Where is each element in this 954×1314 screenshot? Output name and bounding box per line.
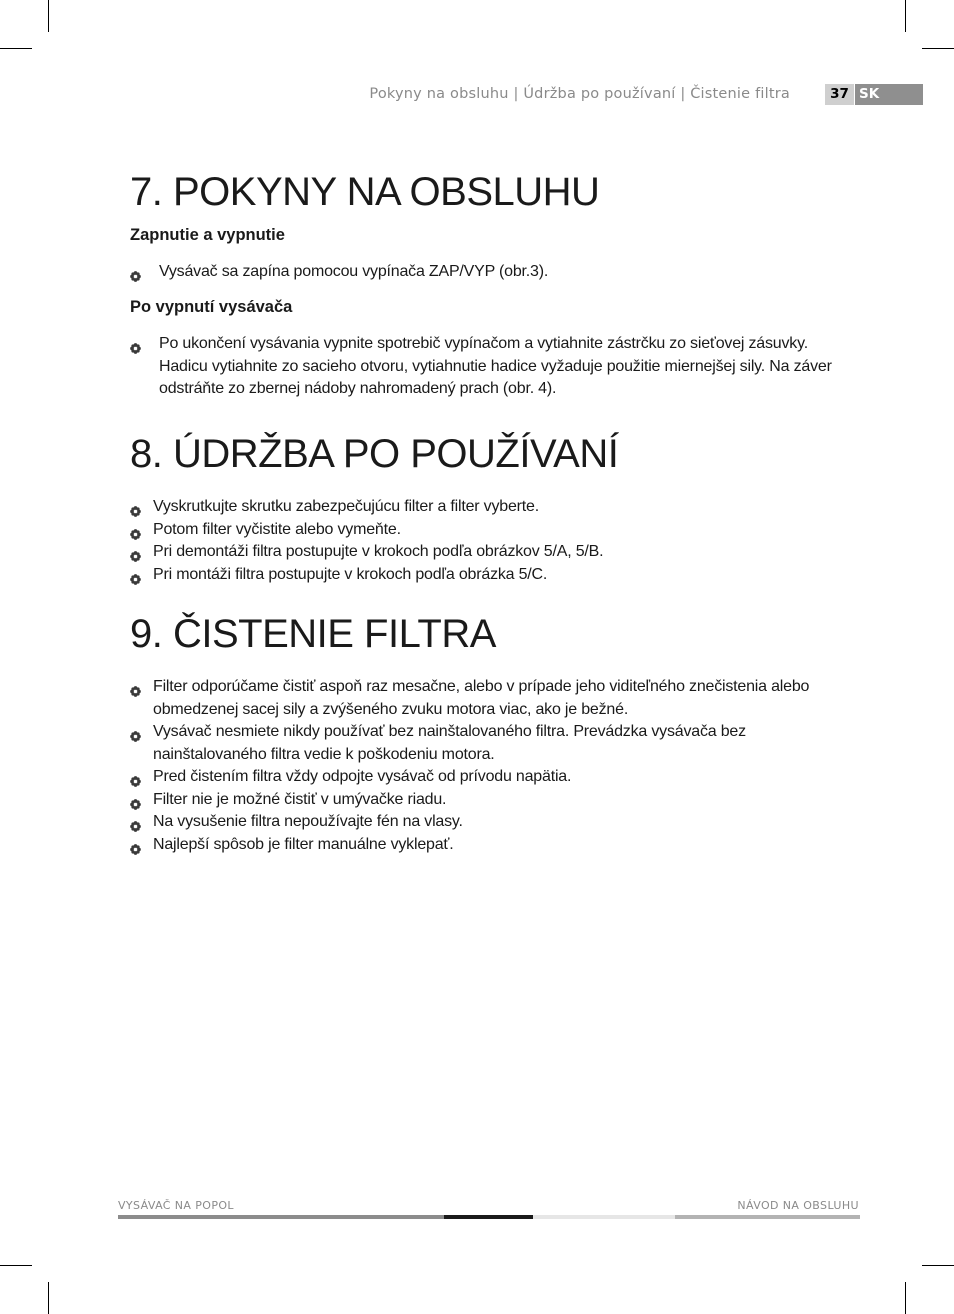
flower-bullet-icon (130, 795, 141, 806)
crop-mark (905, 1282, 906, 1314)
page-number: 37 (825, 84, 854, 105)
footer-product-name: VYSÁVAČ NA POPOL (118, 1199, 234, 1212)
footer-bar-segment (675, 1215, 860, 1219)
list-item: Filter nie je možné čistiť v umývačke riadu. (130, 789, 850, 812)
bullet-list (130, 333, 850, 401)
flower-bullet-icon (130, 502, 141, 513)
flower-bullet-icon (130, 525, 141, 536)
crop-mark (922, 48, 954, 49)
footer-bar-segment (533, 1215, 675, 1219)
list-item: Filter odporúčame čistiť aspoň raz mesačne, alebo v prípade jeho viditeľného znečistenia alebo obmedzenej sacej sily a zvýšeného zvuku motora viac, ako je bežné. (130, 676, 850, 721)
list-item: Najlepší spôsob je filter manuálne vyklepať. (130, 834, 850, 857)
crop-mark (0, 48, 32, 49)
crop-mark (0, 1265, 32, 1266)
flower-bullet-icon (130, 727, 141, 738)
flower-bullet-icon (130, 772, 141, 783)
flower-bullet-icon (130, 570, 141, 581)
list-item: Potom filter vyčistite alebo vymeňte. (130, 519, 850, 542)
footer-bar-segment (444, 1215, 533, 1219)
section-title-7: 7. POKYNY NA OBSLUHU (130, 170, 600, 214)
list-item: Pri demontáži filtra postupujte v krokoch podľa obrázkov 5/A, 5/B. (130, 541, 850, 564)
flower-bullet-icon (130, 682, 141, 693)
bullet-list (130, 496, 850, 586)
flower-bullet-icon (130, 339, 141, 350)
crop-mark (48, 1282, 49, 1314)
flower-bullet-icon (130, 267, 141, 278)
header-breadcrumb: Pokyny na obsluhu | Údržba po používaní | Čistenie filtra (369, 86, 790, 102)
list-item: Pri montáži filtra postupujte v krokoch podľa obrázka 5/C. (130, 564, 850, 587)
footer-doc-name: NÁVOD NA OBSLUHU (737, 1199, 859, 1212)
list-item: Vysávač sa zapína pomocou vypínača ZAP/VYP (obr.3). (130, 261, 850, 284)
bullet-list (130, 676, 850, 856)
crop-mark (905, 0, 906, 32)
list-item: Vyskrutkujte skrutku zabezpečujúcu filter a filter vyberte. (130, 496, 850, 519)
flower-bullet-icon (130, 840, 141, 851)
list-item: Na vysušenie filtra nepoužívajte fén na vlasy. (130, 811, 850, 834)
subsection-heading: Po vypnutí vysávača (130, 298, 293, 316)
crop-mark (922, 1265, 954, 1266)
language-tab: SK (855, 84, 923, 105)
footer-bar-segment (118, 1215, 444, 1219)
crop-mark (48, 0, 49, 32)
flower-bullet-icon (130, 547, 141, 558)
flower-bullet-icon (130, 817, 141, 828)
list-item: Po ukončení vysávania vypnite spotrebič vypínačom a vytiahnite zástrčku zo sieťovej zásuvky. Hadicu vytiahnite zo sacieho otvoru, vytiahnutie hadice vyžaduje použitie miernejšej sily. Na záver odstráňte zo zbernej nádoby nahromadený prach (obr. 4). (130, 333, 850, 401)
subsection-heading: Zapnutie a vypnutie (130, 226, 285, 244)
bullet-list (130, 261, 850, 284)
section-title-9: 9. ČISTENIE FILTRA (130, 612, 496, 656)
section-title-8: 8. ÚDRŽBA PO POUŽÍVANÍ (130, 432, 619, 476)
list-item: Pred čistením filtra vždy odpojte vysávač od prívodu napätia. (130, 766, 850, 789)
list-item: Vysávač nesmiete nikdy používať bez nainštalovaného filtra. Prevádzka vysávača bez nainštalovaného filtra vedie k poškodeniu motora. (130, 721, 850, 766)
